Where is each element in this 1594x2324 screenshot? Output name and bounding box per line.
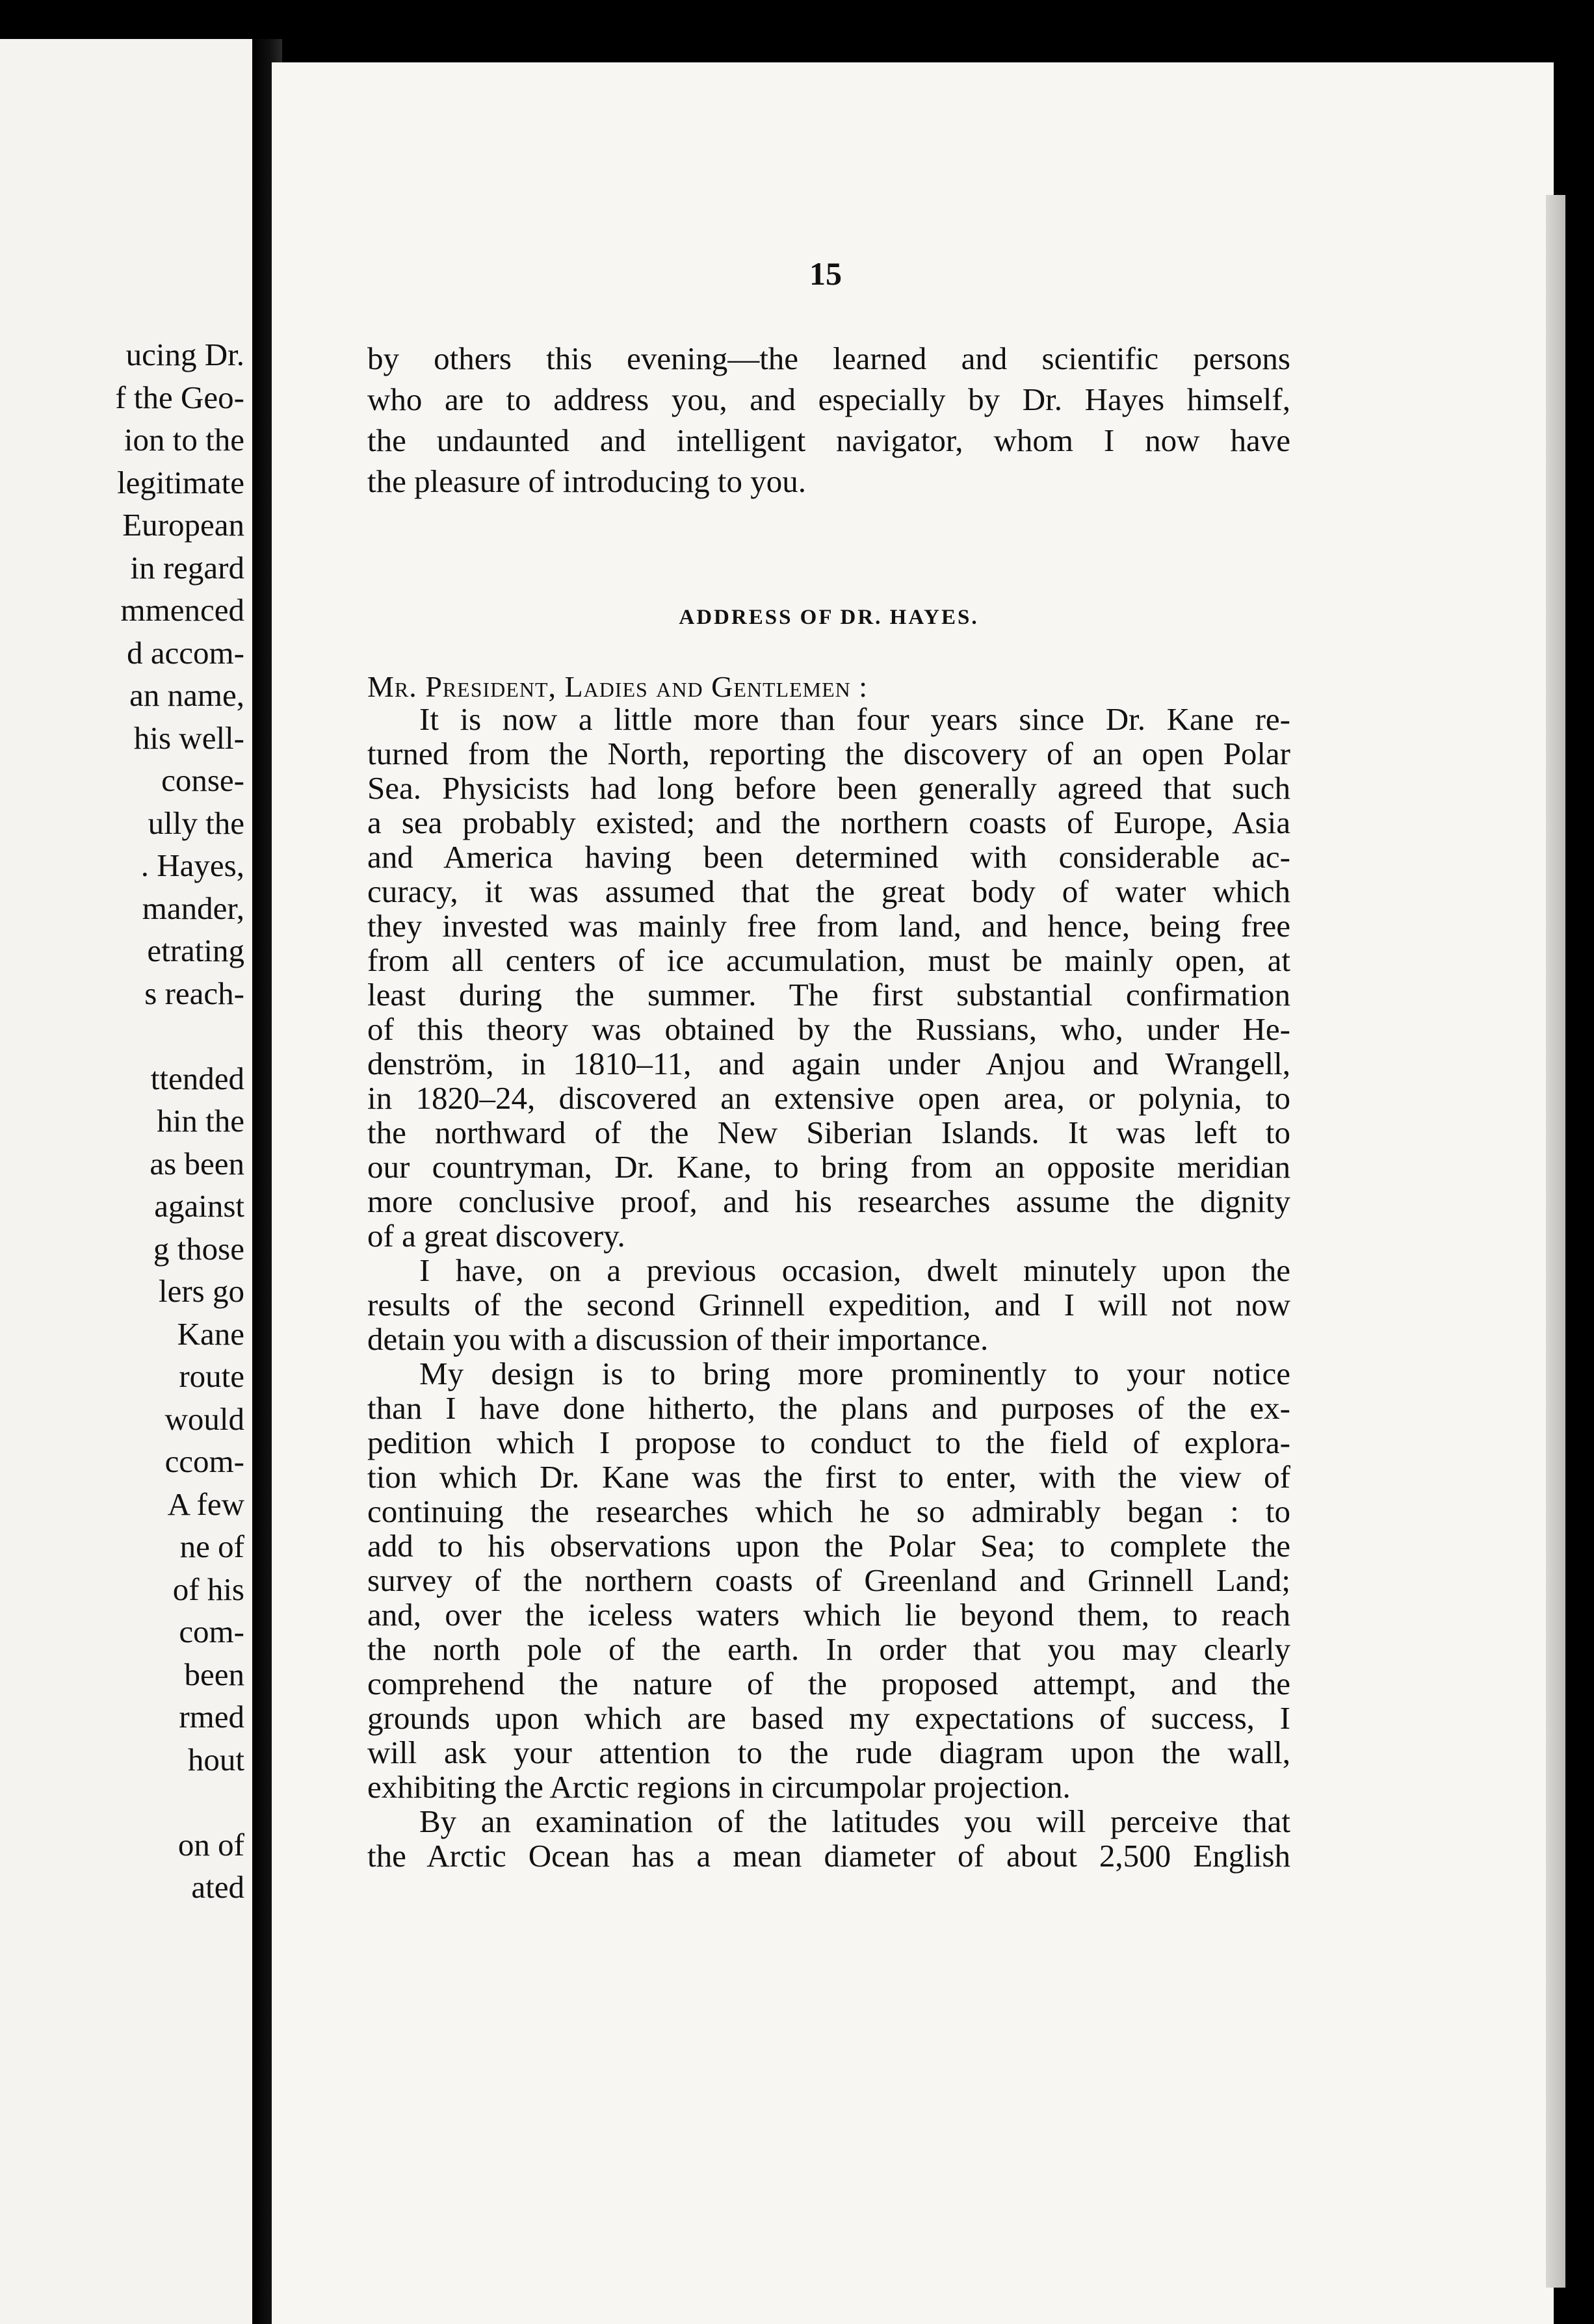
left-page-text-line: ully the — [148, 805, 244, 841]
left-page-text-line: route — [179, 1358, 244, 1394]
text-line: of a great discovery. — [367, 1218, 625, 1254]
left-page-text-line: ion to the — [124, 422, 244, 458]
left-page-text-line: on of — [177, 1826, 244, 1863]
text-line: I have, on a previous occasion, dwelt minutely upon the — [419, 1252, 1290, 1288]
left-page-text-line: f the Geo- — [115, 379, 244, 415]
text-line: My design is to bring more prominently to your notice — [419, 1356, 1290, 1391]
paragraph — [367, 702, 1290, 1253]
text-line: than I have done hitherto, the plans and purposes of the ex- — [367, 1390, 1290, 1426]
left-page-text-line: ated — [191, 1869, 244, 1905]
intro-paragraph — [367, 338, 1290, 502]
text-line: turned from the North, reporting the discovery of an open Polar — [367, 736, 1290, 771]
section-heading: ADDRESS OF DR. HAYES. — [679, 606, 979, 629]
text-line: they invested was mainly free from land, and hence, being free — [367, 908, 1290, 944]
left-page-text-line: A few — [167, 1486, 244, 1522]
text-line: It is now a little more than four years since Dr. Kane re- — [419, 701, 1290, 737]
text-line: the pleasure of introducing to you. — [367, 463, 806, 499]
left-page-text-line: an name, — [129, 677, 244, 713]
left-page-text-line: against — [154, 1188, 244, 1224]
left-page-text-line: would — [164, 1401, 244, 1437]
address-body — [367, 702, 1290, 1873]
text-line: tion which Dr. Kane was the first to enter, with the view of — [367, 1459, 1290, 1495]
left-page-text-line: Kane — [177, 1315, 244, 1352]
left-page-text-line: as been — [150, 1145, 244, 1181]
text-line: the Arctic Ocean has a mean diameter of about 2,500 English — [367, 1838, 1290, 1874]
text-line: of this theory was obtained by the Russians, who, under He- — [367, 1011, 1290, 1047]
page-number: 15 — [809, 255, 842, 292]
paragraph — [367, 1804, 1290, 1873]
left-page-text-line: g those — [153, 1230, 244, 1267]
left-page-text-line: hout — [187, 1741, 244, 1777]
left-page-text-line: hin the — [157, 1103, 244, 1139]
left-page-text-line: of his — [172, 1571, 244, 1607]
text-line: least during the summer. The first substantial confirmation — [367, 977, 1290, 1013]
text-line: denström, in 1810–11, and again under Anjou and Wrangell, — [367, 1046, 1290, 1081]
text-line: who are to address you, and especially by Dr. Hayes himself, — [367, 381, 1290, 417]
left-page-text-line: ttended — [150, 1060, 244, 1096]
left-page-text-line: ne of — [179, 1529, 244, 1564]
left-page-text-line: his well- — [133, 719, 244, 756]
text-line: from all centers of ice accumulation, must be mainly open, at — [367, 942, 1290, 978]
left-page-text-line: etrating — [147, 933, 244, 968]
text-line: continuing the researches which he so admirably began : to — [367, 1493, 1290, 1529]
text-line: more conclusive proof, and his researches assume the dignity — [367, 1183, 1290, 1219]
text-line: detain you with a discussion of their importance. — [367, 1321, 989, 1357]
text-line: the undaunted and intelligent navigator, whom I now have — [367, 422, 1290, 458]
text-line: comprehend the nature of the proposed attempt, and the — [367, 1666, 1290, 1701]
left-page-text-line: lers go — [159, 1273, 244, 1309]
left-page-text-line: mander, — [142, 890, 244, 926]
salutation: Mr. President, Ladies and Gentlemen : — [367, 670, 869, 703]
text-line: and, over the iceless waters which lie beyond them, to reach — [367, 1597, 1290, 1633]
left-page-text-line: legitimate — [117, 464, 244, 500]
text-line: the northward of the New Siberian Islands. It was left to — [367, 1115, 1290, 1150]
text-line: will ask your attention to the rude diagram upon the wall, — [367, 1735, 1290, 1770]
left-page-text-line: mmenced — [120, 592, 244, 628]
text-line: grounds upon which are based my expectations of success, I — [367, 1700, 1290, 1736]
left-page-text-line: conse- — [161, 762, 244, 798]
text-line: By an examination of the latitudes you will perceive that — [419, 1803, 1290, 1839]
paragraph — [367, 1356, 1290, 1804]
text-line: in 1820–24, discovered an extensive open area, or polynia, to — [367, 1080, 1290, 1116]
text-line: results of the second Grinnell expedition, and I will not now — [367, 1287, 1290, 1323]
left-page-text-line: rmed — [179, 1699, 244, 1735]
text-line: our countryman, Dr. Kane, to bring from an opposite meridian — [367, 1149, 1290, 1185]
text-line: pedition which I propose to conduct to the field of explora- — [367, 1425, 1290, 1460]
text-line: Sea. Physicists had long before been generally agreed that such — [367, 770, 1290, 806]
text-line: survey of the northern coasts of Greenland and Grinnell Land; — [367, 1562, 1290, 1598]
text-line: and America having been determined with considerable ac- — [367, 839, 1290, 875]
left-page-text-line: ucing Dr. — [125, 337, 244, 372]
left-page-text-line: d accom- — [127, 634, 244, 671]
text-line: a sea probably existed; and the northern coasts of Europe, Asia — [367, 805, 1290, 840]
left-page — [0, 39, 252, 2324]
text-line: exhibiting the Arctic regions in circumpolar projection. — [367, 1769, 1071, 1805]
left-page-text-line: been — [184, 1656, 244, 1692]
left-page-text-line: ccom- — [164, 1443, 244, 1479]
page-edge — [1546, 195, 1565, 2288]
left-page-text-line: in regard — [130, 549, 244, 586]
text-line: by others this evening—the learned and scientific persons — [367, 341, 1290, 376]
paragraph — [367, 1253, 1290, 1356]
left-page-text-line: . Hayes, — [140, 847, 244, 883]
text-line: curacy, it was assumed that the great body of water which — [367, 873, 1290, 909]
text-line: the north pole of the earth. In order that you may clearly — [367, 1631, 1290, 1667]
left-page-text-line: s reach- — [144, 975, 244, 1011]
left-page-text-line: European — [122, 507, 244, 543]
text-line: add to his observations upon the Polar Sea; to complete the — [367, 1528, 1290, 1564]
left-page-text-line: com- — [179, 1614, 244, 1649]
